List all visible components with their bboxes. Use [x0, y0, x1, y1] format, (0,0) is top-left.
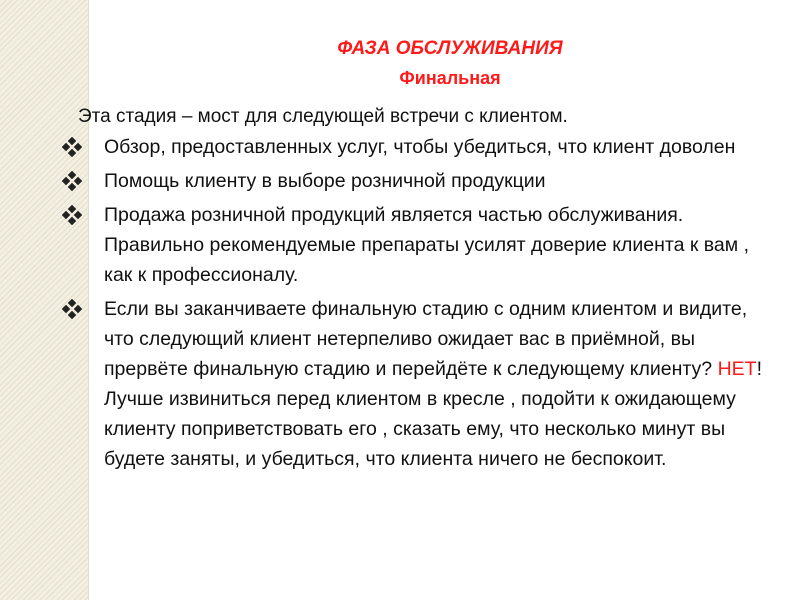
- bullet-text-after: ! Лучше извиниться перед клиентом в кресле , подойти к ожидающему клиенту поприветствовать его , сказать ему, что несколько минут вы будете заняты, и убедиться, что клиента ничего не беспокоит.: [104, 358, 762, 470]
- intro-text: Эта стадия – мост для следующей встречи с клиентом.: [78, 106, 568, 127]
- bullet-item: [62, 200, 774, 290]
- bullet-text: Обзор, предоставленных услуг, чтобы убедиться, что клиент доволен: [104, 136, 736, 158]
- bullet-text-before: Если вы заканчиваете финальную стадию с одним клиентом и видите, что следующий клиент нетерпеливо ожидает вас в приёмной, вы прервёте финальную стадию и перейдёте к следующему клиенту?: [104, 298, 748, 380]
- diamond-bullet-icon: [62, 171, 82, 191]
- diamond-bullet-icon: [62, 137, 82, 157]
- bullet-text: Помощь клиенту в выборе розничной продукции: [104, 170, 546, 192]
- bullet-list: [62, 132, 774, 474]
- bullet-item: [62, 132, 774, 162]
- diamond-bullet-icon: [62, 299, 82, 319]
- diamond-bullet-icon: [62, 205, 82, 225]
- bullet-text: [104, 298, 762, 470]
- bullet-item: [62, 294, 774, 474]
- highlight-answer: НЕТ: [717, 358, 757, 380]
- bullet-text: Продажа розничной продукций является частью обслуживания. Правильно рекомендуемые препараты усилят доверие клиента к вам , как к профессионалу.: [104, 204, 750, 286]
- bullet-item: [62, 166, 774, 196]
- slide-subtitle: Финальная: [399, 68, 501, 88]
- slide-title: ФАЗА ОБСЛУЖИВАНИЯ: [337, 38, 563, 59]
